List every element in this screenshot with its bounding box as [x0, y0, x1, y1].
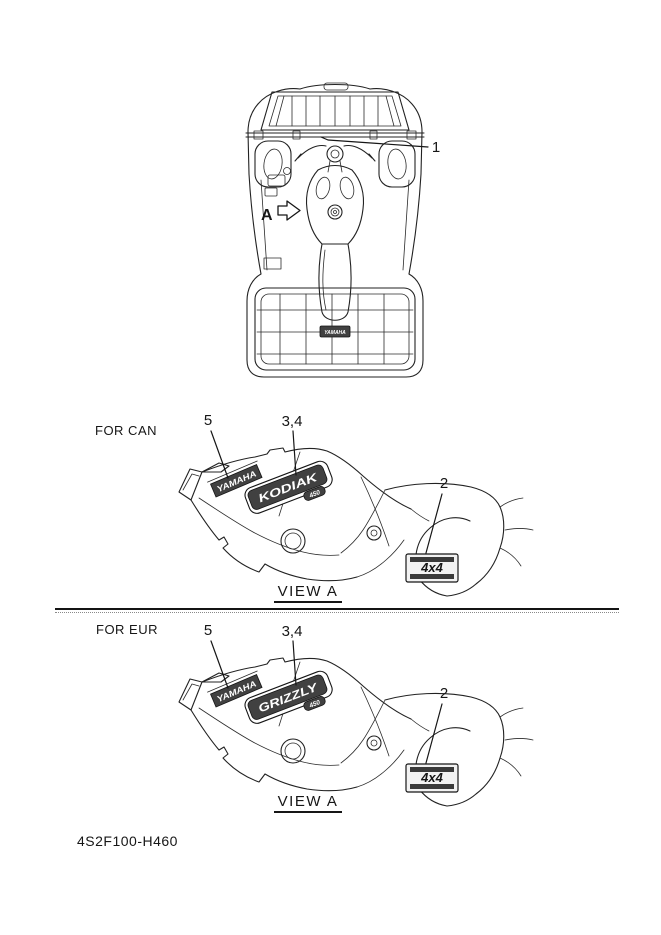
callout-5-label: 5: [203, 412, 213, 429]
steering-cap-inner: [331, 150, 339, 158]
view-a-label: VIEW A: [274, 793, 343, 813]
front-rack-slats: [276, 96, 394, 126]
four-by-four-emblem: [406, 554, 458, 582]
console-recess-left: [314, 176, 332, 200]
crossbar-clamp: [293, 131, 300, 139]
rear-right-details: [500, 708, 533, 776]
fuel-cap-icon: [328, 205, 342, 219]
view-a-caption-can: [250, 583, 366, 603]
handlebars: [295, 146, 375, 162]
section-divider: [55, 608, 619, 610]
callout-1-label: 1: [431, 139, 441, 156]
rear-seam: [341, 700, 385, 763]
view-a-label: VIEW A: [274, 583, 343, 603]
bolt-icon: [367, 736, 381, 750]
steering-cap: [327, 146, 343, 162]
callout-5-label: 5: [203, 622, 213, 639]
crossbar-clamp: [370, 131, 377, 139]
seat-stitch-line: [323, 250, 326, 310]
brand-strip-text: YAMAHA: [215, 470, 253, 495]
fender-nose-inner: [183, 474, 199, 490]
side-rails: [249, 174, 421, 274]
callout-2-leader: [426, 704, 442, 763]
part-code: 4S2F100-H460: [77, 833, 178, 849]
view-a-caption-eur: [250, 793, 366, 813]
fender-nose-inner: [183, 684, 199, 700]
fuel-cap-icon-inner: [331, 208, 339, 216]
fender-crease-4: [411, 719, 429, 731]
callout-2-label: 2: [439, 685, 449, 702]
front-crossbar: [246, 133, 424, 137]
brand-strip-text: YAMAHA: [215, 680, 253, 705]
steering-stem: [328, 161, 342, 172]
crossbar-clamp: [407, 131, 416, 139]
headlight-pod-left: [255, 141, 291, 187]
fender-lower-edge: [191, 500, 357, 581]
view-a-marker-letter: A: [261, 207, 273, 224]
fuel-cap-icon-inner: [285, 533, 301, 549]
headlight-pod-right: [379, 141, 415, 187]
model-emblem-text: GRIZZLY: [256, 686, 307, 716]
model-sub-text: 450: [308, 699, 322, 710]
atv-top-view-drawing: [238, 78, 450, 378]
fender-nose: [179, 679, 202, 710]
region-label-eur: FOR EUR: [96, 622, 158, 637]
model-emblem-text: KODIAK: [256, 477, 304, 506]
callout-1-leader: [321, 137, 428, 147]
fender-crease-4: [411, 509, 429, 521]
region-label-can: FOR CAN: [95, 423, 157, 438]
fender-side-view-eur: [95, 620, 535, 810]
section-divider-dotted: [55, 612, 619, 613]
model-sub-text: 450: [308, 489, 322, 500]
headlight-lens-right: [386, 148, 408, 180]
control-detail: [265, 188, 277, 196]
callout-3-4-label: 3,4: [281, 413, 303, 430]
rear-fender-outline: [247, 274, 423, 377]
four-by-four-text: 4x4: [421, 560, 443, 575]
four-by-four-emblem: [406, 764, 458, 792]
rear-seam: [341, 490, 385, 553]
callout-5-leader: [211, 431, 228, 478]
fender-nose: [179, 469, 202, 500]
seat: [319, 244, 351, 320]
bolt-icon-inner: [371, 530, 377, 536]
bolt-icon: [367, 526, 381, 540]
callout-2-label: 2: [439, 475, 449, 492]
fender-lower-edge: [191, 710, 357, 791]
side-rails-inner: [261, 180, 409, 270]
callout-2-leader: [426, 494, 442, 553]
fuel-cap-icon-center: [334, 211, 337, 214]
control-knob: [284, 168, 291, 175]
rear-rack-brand-text: YAMAHA: [324, 330, 346, 336]
callout-3-4-label: 3,4: [281, 623, 303, 640]
callout-5-leader: [211, 641, 228, 688]
bottom-connect-line: [357, 540, 404, 577]
fender-side-view-can: [95, 410, 535, 600]
view-a-arrow-icon: [278, 201, 300, 220]
fuel-cap-icon-inner: [285, 743, 301, 759]
bolt-icon-inner: [371, 740, 377, 746]
rear-right-details: [500, 498, 533, 566]
crossbar-clamp: [254, 131, 263, 139]
console-recess-right: [338, 176, 356, 200]
bottom-connect-line: [357, 750, 404, 787]
four-by-four-text: 4x4: [421, 770, 443, 785]
